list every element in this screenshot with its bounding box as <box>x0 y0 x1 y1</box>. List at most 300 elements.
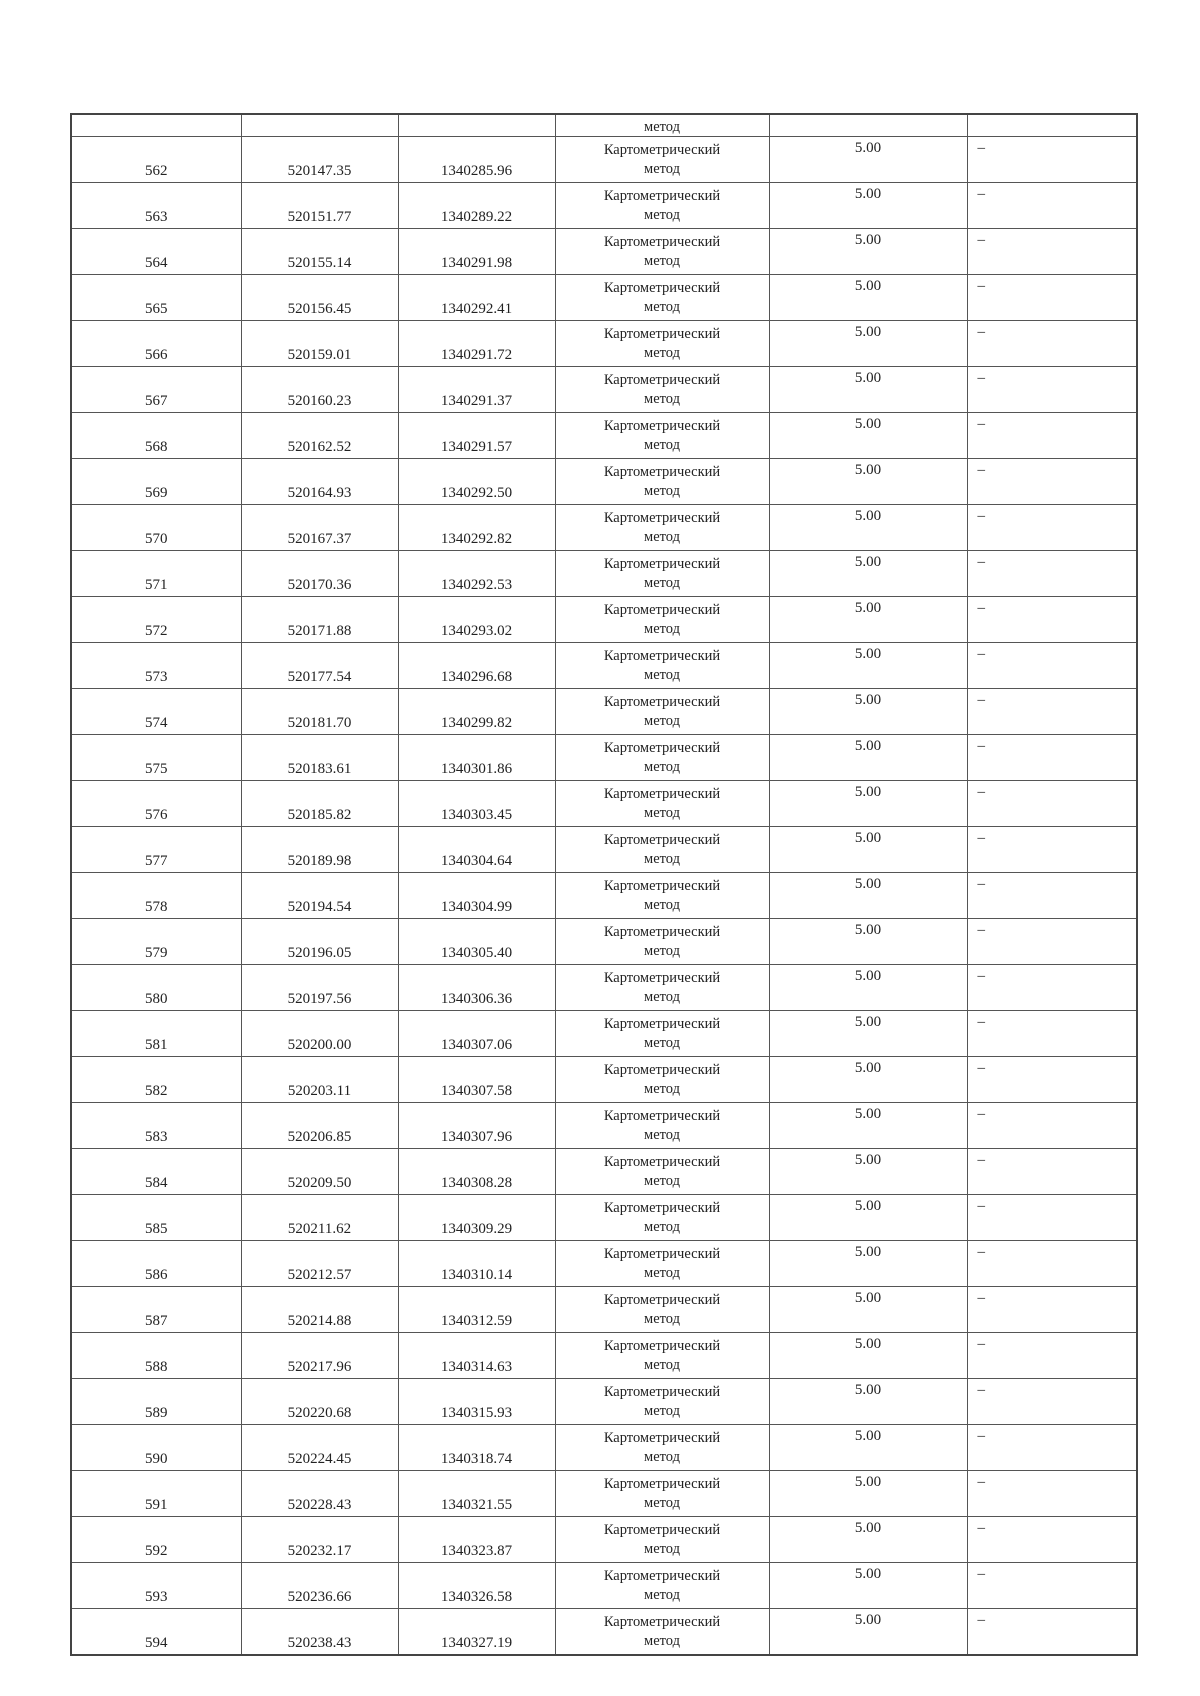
x-coordinate-cell: 520197.56 <box>241 965 398 1011</box>
method-cell <box>555 275 769 321</box>
point-number-cell: 591 <box>71 1471 241 1517</box>
note-cell: – <box>967 1287 1137 1333</box>
y-coordinate-cell: 1340305.40 <box>398 919 555 965</box>
note-cell: – <box>967 1103 1137 1149</box>
y-coordinate-cell: 1340291.72 <box>398 321 555 367</box>
note-cell: – <box>967 459 1137 505</box>
method-cell <box>555 689 769 735</box>
method-line-1: Картометрический <box>603 279 721 296</box>
accuracy-cell: 5.00 <box>769 1103 967 1149</box>
table-row <box>71 183 1137 229</box>
note-cell: – <box>967 137 1137 183</box>
y-coordinate-cell: 1340326.58 <box>398 1563 555 1609</box>
point-number-cell: 562 <box>71 137 241 183</box>
method-cell <box>555 1241 769 1287</box>
accuracy-cell: 5.00 <box>769 1241 967 1287</box>
y-coordinate-cell: 1340323.87 <box>398 1517 555 1563</box>
x-coordinate-cell: 520151.77 <box>241 183 398 229</box>
method-line-1: Картометрический <box>603 601 721 618</box>
method-line-2: метод <box>644 1586 680 1603</box>
note-cell: – <box>967 367 1137 413</box>
method-cell <box>555 367 769 413</box>
method-line-2: метод <box>644 758 680 775</box>
accuracy-cell: 5.00 <box>769 1379 967 1425</box>
point-number-cell: 572 <box>71 597 241 643</box>
table-row <box>71 1609 1137 1656</box>
y-coordinate-cell: 1340307.06 <box>398 1011 555 1057</box>
point-number-cell: 573 <box>71 643 241 689</box>
method-line-2: метод <box>644 1264 680 1281</box>
note-cell: – <box>967 1011 1137 1057</box>
accuracy-cell: 5.00 <box>769 1609 967 1656</box>
method-line-2: метод <box>644 620 680 637</box>
accuracy-cell: 5.00 <box>769 1287 967 1333</box>
note-cell: – <box>967 919 1137 965</box>
table-row <box>71 1517 1137 1563</box>
method-cell <box>555 183 769 229</box>
table-row <box>71 459 1137 505</box>
table-row <box>71 229 1137 275</box>
accuracy-cell: 5.00 <box>769 919 967 965</box>
point-number-cell: 577 <box>71 827 241 873</box>
method-line-1: Картометрический <box>603 463 721 480</box>
y-coordinate-cell: 1340307.96 <box>398 1103 555 1149</box>
point-number-cell: 567 <box>71 367 241 413</box>
accuracy-cell: 5.00 <box>769 137 967 183</box>
method-line-1: Картометрический <box>603 739 721 756</box>
x-coordinate-cell: 520232.17 <box>241 1517 398 1563</box>
method-line-1: Картометрический <box>603 555 721 572</box>
point-number-cell: 566 <box>71 321 241 367</box>
method-line-2: метод <box>644 344 680 361</box>
point-number-cell: 587 <box>71 1287 241 1333</box>
table-row <box>71 275 1137 321</box>
accuracy-cell: 5.00 <box>769 597 967 643</box>
x-coordinate-cell: 520211.62 <box>241 1195 398 1241</box>
table-row <box>71 827 1137 873</box>
accuracy-cell: 5.00 <box>769 459 967 505</box>
method-line-2: метод <box>644 896 680 913</box>
accuracy-cell: 5.00 <box>769 1563 967 1609</box>
accuracy-cell: 5.00 <box>769 367 967 413</box>
method-line-1: Картометрический <box>603 187 721 204</box>
note-cell: – <box>967 1195 1137 1241</box>
method-line-1: Картометрический <box>603 1337 721 1354</box>
x-coordinate-cell: 520181.70 <box>241 689 398 735</box>
x-coordinate-cell: 520238.43 <box>241 1609 398 1656</box>
method-line-2: метод <box>644 1356 680 1373</box>
method-line-2: метод <box>644 1172 680 1189</box>
method-line-1: Картометрический <box>603 969 721 986</box>
accuracy-cell: 5.00 <box>769 1517 967 1563</box>
method-line-2: метод <box>644 1540 680 1557</box>
point-number-cell: 588 <box>71 1333 241 1379</box>
point-number-cell: 571 <box>71 551 241 597</box>
point-number-cell: 590 <box>71 1425 241 1471</box>
method-line-1: Картометрический <box>603 1475 721 1492</box>
method-line-2: метод <box>644 1402 680 1419</box>
note-cell: – <box>967 689 1137 735</box>
point-number-cell: 563 <box>71 183 241 229</box>
x-coordinate-cell: 520217.96 <box>241 1333 398 1379</box>
note-cell: – <box>967 1425 1137 1471</box>
x-coordinate-cell: 520203.11 <box>241 1057 398 1103</box>
method-line-2: метод <box>644 574 680 591</box>
method-line-1: Картометрический <box>603 831 721 848</box>
table-row <box>71 1333 1137 1379</box>
method-line-1: Картометрический <box>603 923 721 940</box>
x-coordinate-cell: 520147.35 <box>241 137 398 183</box>
method-cell <box>555 137 769 183</box>
method-line-2: метод <box>644 298 680 315</box>
accuracy-cell: 5.00 <box>769 1471 967 1517</box>
note-cell: – <box>967 827 1137 873</box>
y-coordinate-cell: 1340309.29 <box>398 1195 555 1241</box>
note-cell: – <box>967 1471 1137 1517</box>
method-cell <box>555 735 769 781</box>
x-coordinate-cell: 520177.54 <box>241 643 398 689</box>
y-coordinate-cell: 1340292.82 <box>398 505 555 551</box>
method-line-1: Картометрический <box>603 141 721 158</box>
x-coordinate-cell: 520183.61 <box>241 735 398 781</box>
method-line-2: метод <box>644 1494 680 1511</box>
y-coordinate-cell: 1340321.55 <box>398 1471 555 1517</box>
accuracy-cell: 5.00 <box>769 183 967 229</box>
table-row <box>71 1563 1137 1609</box>
x-coordinate-cell: 520236.66 <box>241 1563 398 1609</box>
table-body <box>71 114 1137 1655</box>
method-line-2: метод <box>644 988 680 1005</box>
x-coordinate-cell: 520196.05 <box>241 919 398 965</box>
note-cell: – <box>967 1563 1137 1609</box>
x-coordinate-cell: 520228.43 <box>241 1471 398 1517</box>
note-cell: – <box>967 1057 1137 1103</box>
y-coordinate-cell: 1340307.58 <box>398 1057 555 1103</box>
accuracy-cell: 5.00 <box>769 275 967 321</box>
accuracy-cell: 5.00 <box>769 1011 967 1057</box>
point-number-cell: 578 <box>71 873 241 919</box>
x-coordinate-cell: 520170.36 <box>241 551 398 597</box>
method-line-2: метод <box>644 1218 680 1235</box>
x-coordinate-cell: 520189.98 <box>241 827 398 873</box>
point-number-cell: 589 <box>71 1379 241 1425</box>
method-line-2: метод <box>644 1126 680 1143</box>
method-line-1: Картометрический <box>603 1383 721 1400</box>
method-line-1: Картометрический <box>603 325 721 342</box>
cont-x-cell <box>241 114 398 137</box>
method-line-1: Картометрический <box>603 371 721 388</box>
x-coordinate-cell: 520220.68 <box>241 1379 398 1425</box>
point-number-cell: 584 <box>71 1149 241 1195</box>
table-row <box>71 781 1137 827</box>
y-coordinate-cell: 1340291.37 <box>398 367 555 413</box>
note-cell: – <box>967 1609 1137 1656</box>
method-line-2: метод <box>644 1034 680 1051</box>
note-cell: – <box>967 643 1137 689</box>
point-number-cell: 582 <box>71 1057 241 1103</box>
table-row <box>71 1057 1137 1103</box>
note-cell: – <box>967 965 1137 1011</box>
accuracy-cell: 5.00 <box>769 551 967 597</box>
note-cell: – <box>967 1241 1137 1287</box>
method-line-1: Картометрический <box>603 785 721 802</box>
note-cell: – <box>967 781 1137 827</box>
accuracy-cell: 5.00 <box>769 735 967 781</box>
x-coordinate-cell: 520206.85 <box>241 1103 398 1149</box>
method-line-2: метод <box>644 942 680 959</box>
note-cell: – <box>967 229 1137 275</box>
method-cell <box>555 1379 769 1425</box>
y-coordinate-cell: 1340304.64 <box>398 827 555 873</box>
cont-num-cell <box>71 114 241 137</box>
accuracy-cell: 5.00 <box>769 321 967 367</box>
note-cell: – <box>967 275 1137 321</box>
y-coordinate-cell: 1340308.28 <box>398 1149 555 1195</box>
accuracy-cell: 5.00 <box>769 413 967 459</box>
y-coordinate-cell: 1340315.93 <box>398 1379 555 1425</box>
note-cell: – <box>967 1333 1137 1379</box>
table-row <box>71 873 1137 919</box>
method-cell <box>555 1609 769 1656</box>
table-row <box>71 1195 1137 1241</box>
y-coordinate-cell: 1340292.41 <box>398 275 555 321</box>
y-coordinate-cell: 1340293.02 <box>398 597 555 643</box>
accuracy-cell: 5.00 <box>769 1057 967 1103</box>
method-line-2: метод <box>644 850 680 867</box>
y-coordinate-cell: 1340327.19 <box>398 1609 555 1656</box>
method-line-2: метод <box>644 666 680 683</box>
x-coordinate-cell: 520159.01 <box>241 321 398 367</box>
method-line-1: Картометрический <box>603 1521 721 1538</box>
method-line-1: Картометрический <box>603 1153 721 1170</box>
method-cell <box>555 1057 769 1103</box>
method-line-2: метод <box>644 712 680 729</box>
note-cell: – <box>967 551 1137 597</box>
accuracy-cell: 5.00 <box>769 781 967 827</box>
table-row <box>71 551 1137 597</box>
method-line-2: метод <box>644 390 680 407</box>
method-cell <box>555 1103 769 1149</box>
table-row <box>71 1149 1137 1195</box>
method-cell <box>555 321 769 367</box>
note-cell: – <box>967 873 1137 919</box>
method-line-2: метод <box>644 436 680 453</box>
point-number-cell: 585 <box>71 1195 241 1241</box>
point-number-cell: 565 <box>71 275 241 321</box>
x-coordinate-cell: 520185.82 <box>241 781 398 827</box>
method-line-2: метод <box>644 1310 680 1327</box>
table-row <box>71 1103 1137 1149</box>
point-number-cell: 580 <box>71 965 241 1011</box>
note-cell: – <box>967 183 1137 229</box>
method-cell <box>555 505 769 551</box>
y-coordinate-cell: 1340296.68 <box>398 643 555 689</box>
y-coordinate-cell: 1340306.36 <box>398 965 555 1011</box>
method-cell <box>555 597 769 643</box>
table-row <box>71 505 1137 551</box>
table-row <box>71 367 1137 413</box>
accuracy-cell: 5.00 <box>769 229 967 275</box>
method-cell <box>555 1149 769 1195</box>
method-cell <box>555 229 769 275</box>
method-line-1: Картометрический <box>603 693 721 710</box>
x-coordinate-cell: 520155.14 <box>241 229 398 275</box>
method-line-2: метод <box>644 482 680 499</box>
y-coordinate-cell: 1340301.86 <box>398 735 555 781</box>
accuracy-cell: 5.00 <box>769 505 967 551</box>
table-row <box>71 321 1137 367</box>
table-row <box>71 689 1137 735</box>
table-row <box>71 1241 1137 1287</box>
cont-accuracy-cell <box>769 114 967 137</box>
table-row <box>71 1379 1137 1425</box>
point-number-cell: 594 <box>71 1609 241 1656</box>
note-cell: – <box>967 597 1137 643</box>
method-line-1: Картометрический <box>603 233 721 250</box>
point-number-cell: 569 <box>71 459 241 505</box>
point-number-cell: 576 <box>71 781 241 827</box>
x-coordinate-cell: 520171.88 <box>241 597 398 643</box>
y-coordinate-cell: 1340304.99 <box>398 873 555 919</box>
method-line-1: Картометрический <box>603 1613 721 1630</box>
y-coordinate-cell: 1340285.96 <box>398 137 555 183</box>
method-line-2: метод <box>644 1448 680 1465</box>
note-cell: – <box>967 321 1137 367</box>
method-line-1: Картометрический <box>603 877 721 894</box>
x-coordinate-cell: 520200.00 <box>241 1011 398 1057</box>
table-row <box>71 413 1137 459</box>
point-number-cell: 575 <box>71 735 241 781</box>
x-coordinate-cell: 520224.45 <box>241 1425 398 1471</box>
method-line-1: Картометрический <box>603 647 721 664</box>
method-line-2: метод <box>644 206 680 223</box>
table-row <box>71 643 1137 689</box>
point-number-cell: 568 <box>71 413 241 459</box>
note-cell: – <box>967 1379 1137 1425</box>
table-row <box>71 735 1137 781</box>
accuracy-cell: 5.00 <box>769 1333 967 1379</box>
method-line-2: метод <box>644 160 680 177</box>
accuracy-cell: 5.00 <box>769 965 967 1011</box>
note-cell: – <box>967 735 1137 781</box>
accuracy-cell: 5.00 <box>769 643 967 689</box>
y-coordinate-cell: 1340318.74 <box>398 1425 555 1471</box>
method-cell <box>555 1425 769 1471</box>
y-coordinate-cell: 1340312.59 <box>398 1287 555 1333</box>
method-line-1: Картометрический <box>603 1015 721 1032</box>
method-line-1: Картометрический <box>603 1107 721 1124</box>
point-number-cell: 570 <box>71 505 241 551</box>
x-coordinate-cell: 520194.54 <box>241 873 398 919</box>
note-cell: – <box>967 1149 1137 1195</box>
y-coordinate-cell: 1340303.45 <box>398 781 555 827</box>
method-cell <box>555 459 769 505</box>
y-coordinate-cell: 1340292.53 <box>398 551 555 597</box>
x-coordinate-cell: 520214.88 <box>241 1287 398 1333</box>
accuracy-cell: 5.00 <box>769 873 967 919</box>
method-line-2: метод <box>644 528 680 545</box>
method-line-1: Картометрический <box>603 1061 721 1078</box>
y-coordinate-cell: 1340291.57 <box>398 413 555 459</box>
x-coordinate-cell: 520167.37 <box>241 505 398 551</box>
y-coordinate-cell: 1340292.50 <box>398 459 555 505</box>
point-number-cell: 564 <box>71 229 241 275</box>
accuracy-cell: 5.00 <box>769 1425 967 1471</box>
method-line-1: Картометрический <box>603 1245 721 1262</box>
method-line-2: метод <box>644 1632 680 1649</box>
method-line-2: метод <box>644 804 680 821</box>
method-cell <box>555 781 769 827</box>
x-coordinate-cell: 520212.57 <box>241 1241 398 1287</box>
note-cell: – <box>967 413 1137 459</box>
table-row <box>71 1011 1137 1057</box>
method-line-1: Картометрический <box>603 509 721 526</box>
method-cell <box>555 1333 769 1379</box>
y-coordinate-cell: 1340299.82 <box>398 689 555 735</box>
method-cell <box>555 1471 769 1517</box>
table-row <box>71 919 1137 965</box>
x-coordinate-cell: 520156.45 <box>241 275 398 321</box>
method-cell <box>555 1195 769 1241</box>
method-cell <box>555 1563 769 1609</box>
y-coordinate-cell: 1340289.22 <box>398 183 555 229</box>
y-coordinate-cell: 1340291.98 <box>398 229 555 275</box>
continuation-row <box>71 114 1137 137</box>
coordinates-table <box>70 113 1138 1656</box>
x-coordinate-cell: 520160.23 <box>241 367 398 413</box>
cont-note-cell <box>967 114 1137 137</box>
method-cell <box>555 965 769 1011</box>
method-cell <box>555 1287 769 1333</box>
method-line-2: метод <box>644 1080 680 1097</box>
method-line-1: Картометрический <box>603 1429 721 1446</box>
accuracy-cell: 5.00 <box>769 1195 967 1241</box>
method-line-1: Картометрический <box>603 1567 721 1584</box>
note-cell: – <box>967 505 1137 551</box>
method-cell <box>555 1011 769 1057</box>
accuracy-cell: 5.00 <box>769 827 967 873</box>
note-cell: – <box>967 1517 1137 1563</box>
x-coordinate-cell: 520164.93 <box>241 459 398 505</box>
point-number-cell: 592 <box>71 1517 241 1563</box>
point-number-cell: 583 <box>71 1103 241 1149</box>
point-number-cell: 581 <box>71 1011 241 1057</box>
method-cell <box>555 643 769 689</box>
x-coordinate-cell: 520162.52 <box>241 413 398 459</box>
cont-method-text: метод <box>644 119 680 135</box>
x-coordinate-cell: 520209.50 <box>241 1149 398 1195</box>
accuracy-cell: 5.00 <box>769 689 967 735</box>
method-line-1: Картометрический <box>603 417 721 434</box>
table-row <box>71 1471 1137 1517</box>
table-row <box>71 597 1137 643</box>
method-cell <box>555 827 769 873</box>
table-row <box>71 1425 1137 1471</box>
accuracy-cell: 5.00 <box>769 1149 967 1195</box>
method-line-1: Картометрический <box>603 1291 721 1308</box>
method-cell <box>555 551 769 597</box>
method-cell <box>555 873 769 919</box>
table-row <box>71 137 1137 183</box>
table-row <box>71 1287 1137 1333</box>
table-row <box>71 965 1137 1011</box>
method-line-2: метод <box>644 252 680 269</box>
method-cell <box>555 1517 769 1563</box>
point-number-cell: 593 <box>71 1563 241 1609</box>
cont-method-cell <box>555 114 769 137</box>
point-number-cell: 579 <box>71 919 241 965</box>
cont-y-cell <box>398 114 555 137</box>
